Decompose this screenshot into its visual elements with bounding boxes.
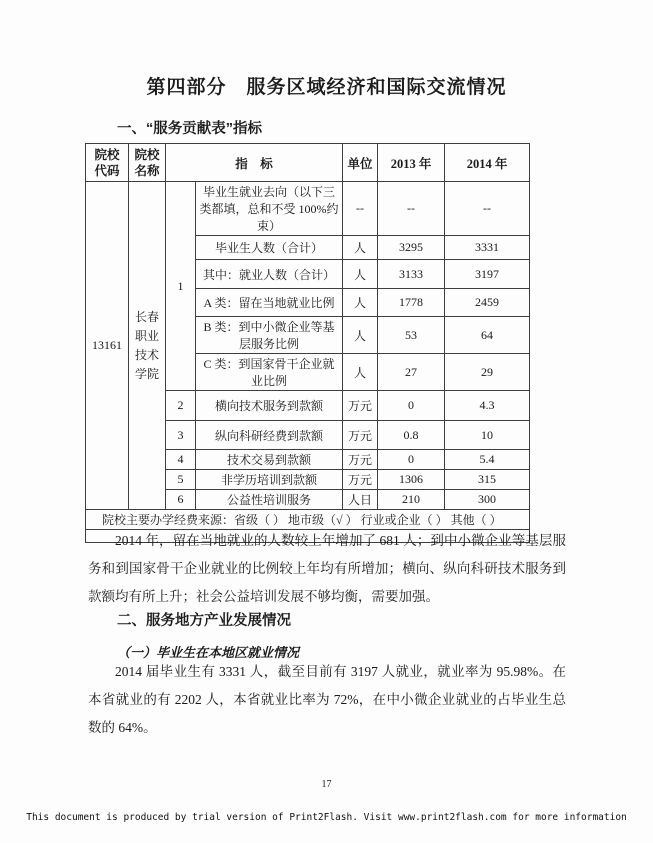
value-2013-cell: 27 [378,354,445,391]
unit-cell: 人 [343,289,378,317]
value-2013-cell: 3295 [378,236,445,260]
college-name-cell: 长春职业技术学院 [129,182,166,510]
indicator-cell: B 类：到中小微企业等基层服务比例 [196,317,343,354]
page-title: 第四部分 服务区域经济和国际交流情况 [146,77,507,98]
unit-cell: 万元 [343,421,378,450]
row-number-cell: 4 [166,450,196,470]
value-2013-cell: 0 [378,391,445,421]
value-2013-cell: 0 [378,450,445,470]
unit-cell: 万元 [343,470,378,490]
indicator-cell: 技术交易到款额 [196,450,343,470]
indicator-cell: 毕业生人数（合计） [196,236,343,260]
header-unit: 单位 [343,144,378,182]
table-row [86,182,530,236]
value-2013-cell: 3133 [378,260,445,289]
unit-cell: 人 [343,260,378,289]
unit-cell: 人 [343,236,378,260]
indicator-cell: 公益性培训服务 [196,490,343,510]
header-indicator: 指 标 [166,144,343,182]
unit-cell: 万元 [343,450,378,470]
row-number-cell: 5 [166,470,196,490]
section-1-heading: 一、“服务贡献表”指标 [117,121,262,137]
indicator-cell: 非学历培训到款额 [196,470,343,490]
college-code-cell: 13161 [86,182,129,510]
value-2014-cell: 4.3 [445,391,530,421]
table-header-row [86,144,530,182]
employment-paragraph: 2014 届毕业生有 3331 人，截至目前有 3197 人就业，就业率为 95.98%。在本省就业的有 2202 人，本省就业比率为 72%，在中小微企业就业的占毕业生总数的 64%。 [88,664,566,735]
value-2013-cell: 1306 [378,470,445,490]
indicator-cell: 其中：就业人数（合计） [196,260,343,289]
value-2014-cell: 64 [445,317,530,354]
unit-cell: 万元 [343,391,378,421]
indicator-cell: 毕业生就业去向（以下三类都填，总和不受 100%约束） [196,182,343,236]
unit-cell: -- [343,182,378,236]
summary-paragraph: 2014 年，留在当地就业的人数较上年增加了 681 人；到中小微企业等基层服务和到国家骨干企业就业的比例较上年均有所增加；横向、纵向科研技术服务到款额均有所上升；社会公益培训发展不够均衡，需要加强。 [88,533,566,604]
row-number-cell: 6 [166,490,196,510]
header-2014: 2014 年 [445,144,530,182]
value-2014-cell: 2459 [445,289,530,317]
header-college-name: 院校名称 [129,144,166,182]
indicator-cell: C 类：到国家骨干企业就业比例 [196,354,343,391]
unit-cell: 人日 [343,490,378,510]
value-2013-cell: -- [378,182,445,236]
header-college-code: 院校代码 [86,144,129,182]
row-number-cell: 2 [166,391,196,421]
row-number-cell: 3 [166,421,196,450]
page-number: 17 [321,779,332,790]
value-2014-cell: 300 [445,490,530,510]
unit-cell: 人 [343,317,378,354]
funding-source-cell: 院校主要办学经费来源：省级（ ） 地市级（√ ） 行业或企业（ ） 其他（ ） [86,510,530,530]
value-2014-cell: -- [445,182,530,236]
indicator-cell: A 类：留在当地就业比例 [196,289,343,317]
value-2013-cell: 1778 [378,289,445,317]
header-2013: 2013 年 [378,144,445,182]
value-2014-cell: 3197 [445,260,530,289]
unit-cell: 人 [343,354,378,391]
row-number-cell: 1 [166,182,196,391]
value-2014-cell: 3331 [445,236,530,260]
subsection-heading: （一）毕业生在本地区就业情况 [117,645,300,660]
value-2014-cell: 5.4 [445,450,530,470]
value-2014-cell: 10 [445,421,530,450]
value-2014-cell: 29 [445,354,530,391]
service-contribution-table [85,143,530,543]
indicator-cell: 横向技术服务到款额 [196,391,343,421]
value-2013-cell: 0.8 [378,421,445,450]
indicator-cell: 纵向科研经费到款额 [196,421,343,450]
print2flash-trial-footer: This document is produced by trial version of Print2Flash. Visit www.print2flash.com for more information [26,812,627,823]
value-2013-cell: 53 [378,317,445,354]
value-2013-cell: 210 [378,490,445,510]
value-2014-cell: 315 [445,470,530,490]
section-2-heading: 二、服务地方产业发展情况 [117,613,291,629]
